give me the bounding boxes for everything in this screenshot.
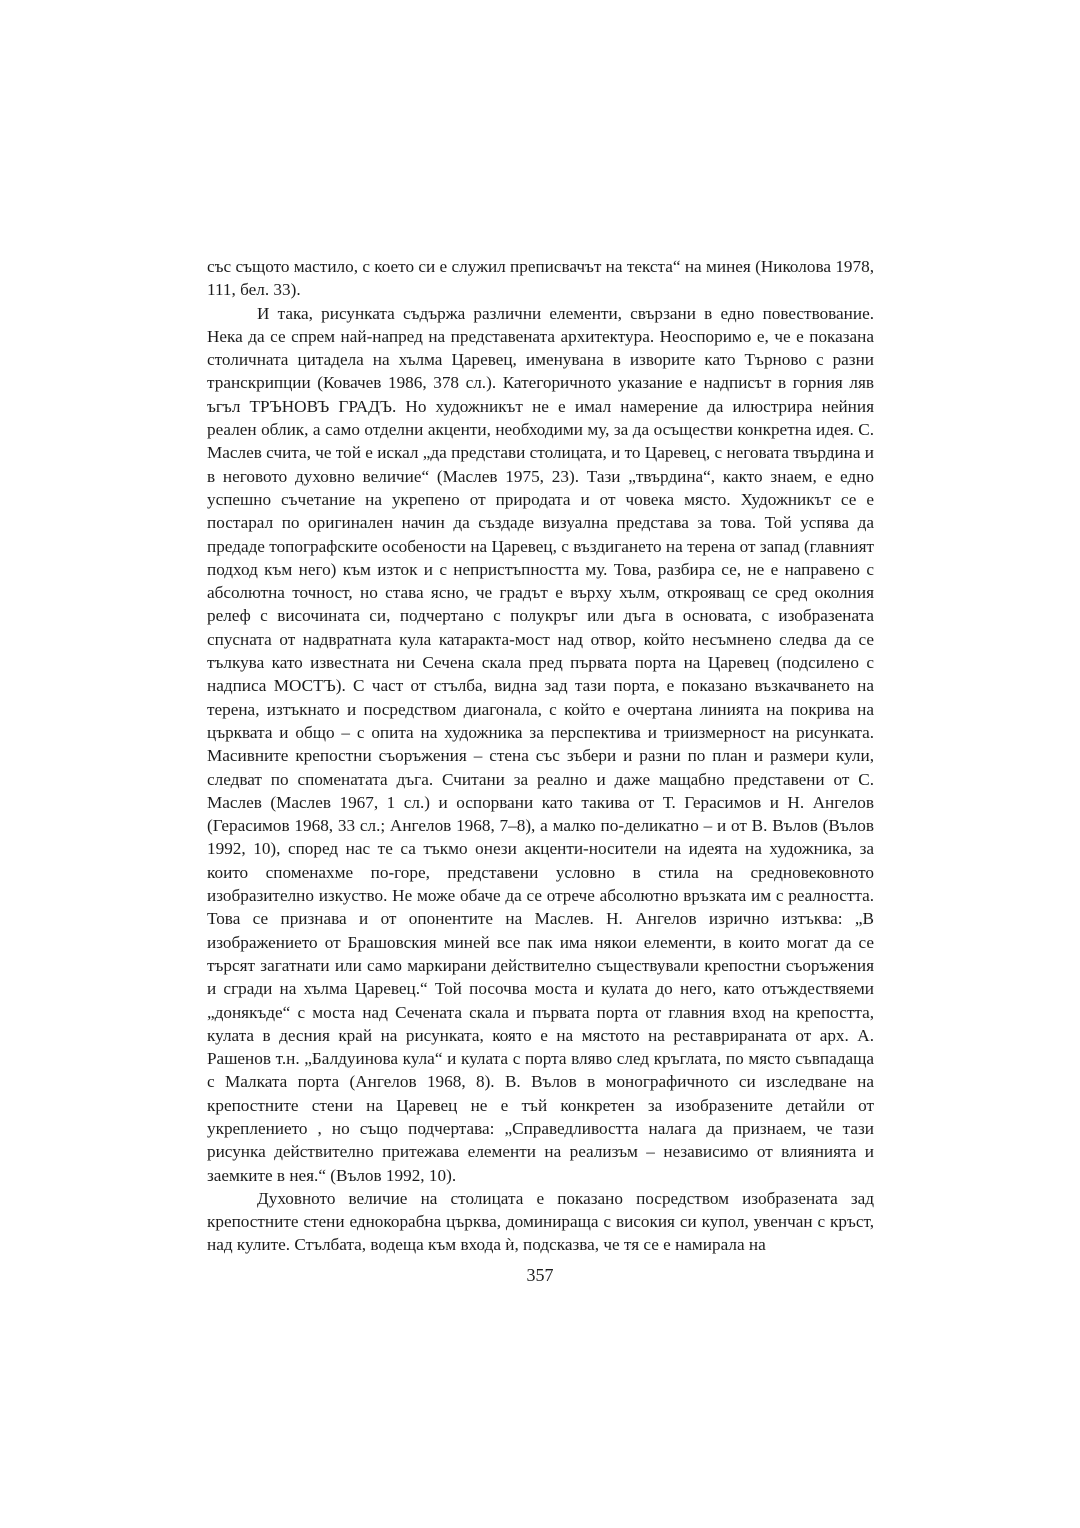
paragraph-architecture: И така, рисунката съдържа различни елементи, свързани в едно повествование. Нека да се спрем най-напред на представената архитектура. Неоспоримо е, че е показана столичната цитадела на хълма Царевец, именувана в изворите като Търново с разни транскрипции (Ковачев 1986, 378 сл.). Категоричното указание е надписът в горния ляв ъгъл ТРЪНОВЪ ГРАДЪ. Но художникът не е имал намерение да илюстрира нейния реален облик, а само отделни акценти, необходими му, за да осъществи конкретна идея. С. Маслев счита, че той е искал „да представи столицата, и то Царевец, с неговата твърдина и в неговото духовно величие“ (Маслев 1975, 23). Тази „твърдина“, както знаем, е едно успешно съчетание на укрепено от природата и от човека място. Художникът се е постарал по оригинален начин да създаде визуална представа за това. Той успява да предаде топографските особености на Царевец, с въздигането на терена от запад (главният подход към него) към изток и с непристъпността му. Това, разбира се, не е направено с абсолютна точност, но става ясно, че градът е върху хълм, открояващ се сред околния релеф с височината си, подчертано с полукръг или дъга в основата, с изобразената спусната от надвратната кула катаракта-мост над отвор, който несъмнено следва да се тълкува като известната ни Сечена скала пред първата порта на Царевец (подсилено с надписа МОСТЪ). С част от стълба, видна зад тази порта, е показано възкачването на терена, изтъкнато и посредством диагонала, с който е очертана линията на покрива на църквата и общо – с опита на художника за перспектива и триизмерност на рисунката. Масивните крепостни съоръжения – стена със зъбери и разни по план и размери кули, следват по споменатата дъга. Считани за реално и даже мащабно представени от С. Маслев (Маслев 1967, 1 сл.) и оспорвани като такива от Т. Герасимов и Н. Ангелов (Герасимов 1968, 33 сл.; Ангелов 1968, 7–8), а малко по-деликатно – и от В. Вълов (Вълов 1992, 10), според нас те са тъкмо онези акценти-носители на идеята на художника, за които споменахме по-горе, представени условно в стила на средновековното изобразително изкуство. Не може обаче да се отрече абсолютно връзката им с реалността. Това се признава и от опонентите на Маслев. Н. Ангелов изрично изтъква: „В изображението от Брашовския миней все пак има някои елементи, в които могат да се търсят загатнати или само маркирани действително съществували крепостни съоръжения и сгради на хълма Царевец.“ Той посочва моста и кулата до него, като отъждествяеми „донякъде“ с моста над Сечената скала и първата порта от главния вход на крепостта, кулата в десния край на рисунката, която е на мястото на реставрираната от арх. А. Рашенов т.н. „Балдуинова кула“ и кулата с порта вляво след кръглата, по място съвпадаща с Малката порта (Ангелов 1968, 8). В. Вълов в монографичното си изследване на крепостните стени на Царевец не е тъй конкретен за изобразените детайли от укреплението , но също подчертава: „Справедливостта налага да признаем, че тази рисунка действително притежава елементи на реализъм – независимо от влиянията и заемките в нея.“ (Вълов 1992, 10).: [207, 303, 874, 1185]
paragraph-continuation: със същото мастило, с което си е служил преписвачът на текста“ на минея (Николова 1978, 111, бел. 33).: [207, 257, 874, 300]
paragraph-spiritual-greatness: Духовното величие на столицата е показано посредством изобразената зад крепостните стени еднокорабна църква, доминираща с високия си купол, увенчан с кръст, над кулите. Стълбата, водеща към входа ѝ, подсказва, че тя се е намирала на: [207, 1188, 874, 1255]
document-body: [207, 255, 874, 1257]
page-number: 357: [526, 1265, 554, 1285]
